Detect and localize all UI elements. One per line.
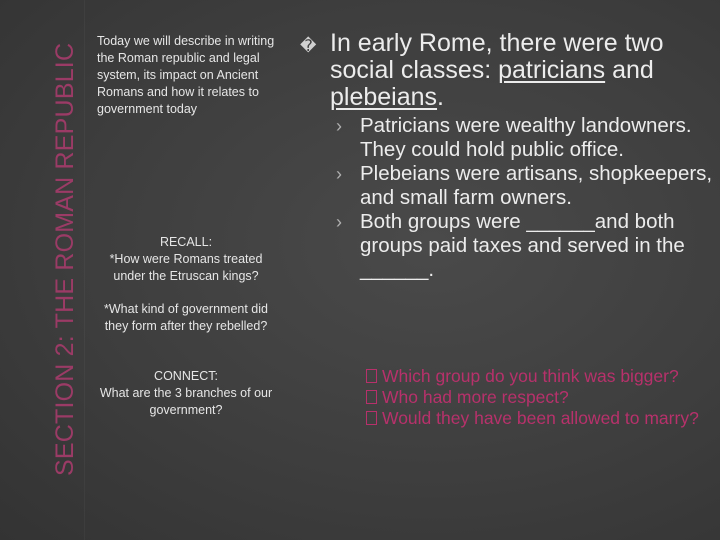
divider — [84, 0, 85, 540]
list-item — [334, 210, 714, 282]
main-bullet — [300, 30, 710, 111]
chevron-right-icon: › — [336, 116, 342, 136]
list-item — [366, 366, 706, 387]
chevron-right-icon: › — [336, 212, 342, 232]
period: . — [437, 83, 444, 111]
question-text: Which group do you think was bigger? — [382, 366, 679, 386]
recall-text: RECALL: *How were Romans treated under the Etruscan kings? — [109, 235, 263, 283]
question-box-icon — [366, 411, 377, 425]
term-patricians: patricians — [498, 56, 606, 84]
chevron-right-icon: › — [336, 164, 342, 184]
list-item — [366, 408, 706, 429]
section-title: SECTION 2: THE ROMAN REPUBLIC — [51, 42, 79, 476]
sub-point-both-groups: Both groups were ______and both groups paid taxes and served in the ______. — [360, 210, 685, 281]
question-box-icon — [366, 369, 377, 383]
sub-point-plebeians: Plebeians were artisans, shopkeepers, and small farm owners. — [360, 162, 713, 209]
and-word: and — [612, 56, 654, 84]
objective-text: Today we will describe in writing the Roman republic and legal system, its impact on Ancient Romans and how it relates to government today — [97, 34, 275, 116]
bullet-marker-icon: � — [300, 38, 317, 55]
connect-text: CONNECT: What are the 3 branches of our government? — [99, 369, 273, 417]
discussion-questions — [366, 366, 706, 429]
question-text: Would they have been allowed to marry? — [382, 408, 699, 428]
list-item — [366, 387, 706, 408]
main-bullet-text — [300, 30, 710, 111]
lead-text: In early Rome, there were two social classes: — [330, 29, 664, 84]
term-plebeians: plebeians — [330, 83, 438, 111]
list-item — [334, 162, 714, 210]
sub-bullet-list — [334, 114, 714, 282]
question-text: Who had more respect? — [382, 387, 569, 407]
government-question-text: *What kind of government did they form after they rebelled? — [104, 302, 268, 333]
sub-point-patricians: Patricians were wealthy landowners. They could hold public office. — [360, 114, 692, 161]
question-box-icon — [366, 390, 377, 404]
list-item — [334, 114, 714, 162]
